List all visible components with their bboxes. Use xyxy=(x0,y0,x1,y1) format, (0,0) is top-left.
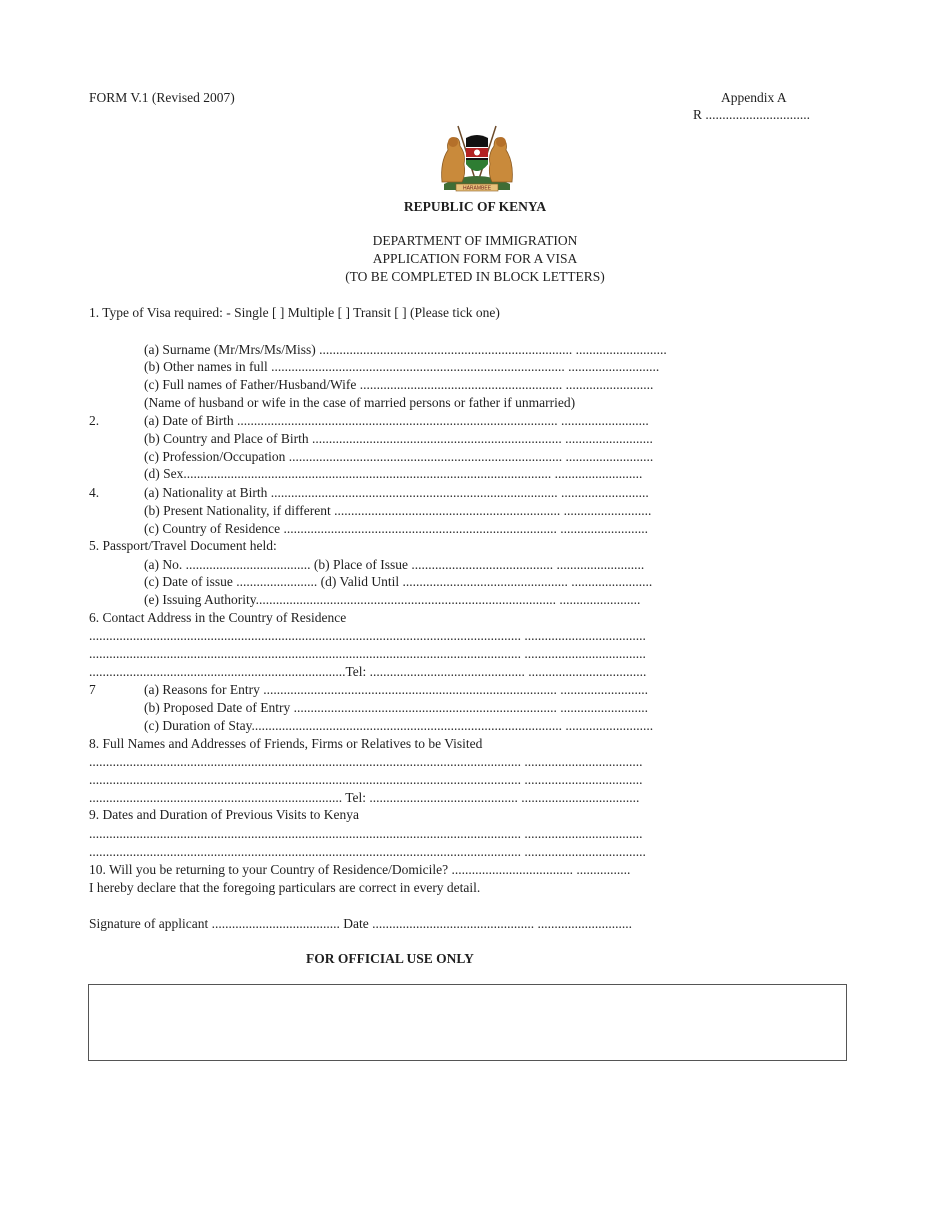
visit-contacts-line-1[interactable]: ................................................................................................................................ ................................... xyxy=(89,754,643,769)
country-of-residence-field[interactable]: (c) Country of Residence ................................................................................. .......................... xyxy=(144,521,648,536)
passport-heading: 5. Passport/Travel Document held: xyxy=(89,538,277,553)
date-of-birth-field[interactable]: (a) Date of Birth ............................................................................................... .......................... xyxy=(144,413,649,428)
previous-visits-line-2[interactable]: ................................................................................................................................ .................................... xyxy=(89,844,646,859)
visit-contacts-tel-line[interactable]: ........................................................................... Tel: ............................................ ................................... xyxy=(89,790,640,805)
country-title: REPUBLIC OF KENYA xyxy=(403,199,547,214)
previous-visits-line-1[interactable]: ................................................................................................................................ ................................... xyxy=(89,826,643,841)
issuing-authority-field[interactable]: (e) Issuing Authority......................................................................................... ........................ xyxy=(144,592,641,607)
contact-address-tel-line[interactable]: ............................................................................Tel: .............................................. ................................... xyxy=(89,664,647,679)
passport-number-place-field[interactable]: (a) No. ..................................... (b) Place of Issue .......................................... .......................... xyxy=(144,557,645,572)
nationality-at-birth-field[interactable]: (a) Nationality at Birth ..................................................................................... .......................... xyxy=(144,485,649,500)
official-use-box xyxy=(88,984,847,1061)
appendix-label: Appendix A xyxy=(721,90,787,105)
contact-address-line-2[interactable]: ................................................................................................................................ .................................... xyxy=(89,646,646,661)
proposed-entry-date-field[interactable]: (b) Proposed Date of Entry .............................................................................. .......................... xyxy=(144,700,648,715)
svg-text:HARAMBEE: HARAMBEE xyxy=(462,185,492,192)
section-4-number: 4. xyxy=(89,485,100,500)
present-nationality-field[interactable]: (b) Present Nationality, if different ................................................................... .......................... xyxy=(144,503,652,518)
parent-spouse-names-field[interactable]: (c) Full names of Father/Husband/Wife ............................................................ .......................... xyxy=(144,377,654,392)
reference-number-field[interactable]: R ............................... xyxy=(693,107,811,122)
surname-field[interactable]: (a) Surname (Mr/Mrs/Ms/Miss) ........................................................................... ........................... xyxy=(144,342,667,357)
official-use-heading: FOR OFFICIAL USE ONLY xyxy=(306,951,474,966)
department-title: DEPARTMENT OF IMMIGRATION xyxy=(372,233,578,248)
signature-date-field[interactable]: Signature of applicant ...................................... Date ................................................ ............................ xyxy=(89,916,632,931)
other-names-field[interactable]: (b) Other names in full ....................................................................................... ........................... xyxy=(144,359,660,374)
reasons-for-entry-field[interactable]: (a) Reasons for Entry ....................................................................................... .......................... xyxy=(144,682,648,697)
form-code: FORM V.1 (Revised 2007) xyxy=(89,90,235,105)
form-title: APPLICATION FORM FOR A VISA xyxy=(372,251,578,266)
coat-of-arms-icon xyxy=(436,124,518,196)
names-note: (Name of husband or wife in the case of married persons or father if unmarried) xyxy=(144,395,576,410)
profession-field[interactable]: (c) Profession/Occupation ................................................................................. .......................... xyxy=(144,449,654,464)
visa-type-selection[interactable]: 1. Type of Visa required: - Single [ ] Multiple [ ] Transit [ ] (Please tick one) xyxy=(89,305,500,320)
contact-address-line-1[interactable]: ................................................................................................................................ .................................... xyxy=(89,628,646,643)
sex-field[interactable]: (d) Sex............................................................................................................. .......................... xyxy=(144,466,643,481)
returning-question-field[interactable]: 10. Will you be returning to your Country of Residence/Domicile? .................................... ................ xyxy=(89,862,631,877)
form-instruction: (TO BE COMPLETED IN BLOCK LETTERS) xyxy=(345,269,605,284)
section-7-number: 7 xyxy=(89,682,96,697)
visit-contacts-heading: 8. Full Names and Addresses of Friends, Firms or Relatives to be Visited xyxy=(89,736,483,751)
declaration-text: I hereby declare that the foregoing particulars are correct in every detail. xyxy=(89,880,481,895)
visit-contacts-line-2[interactable]: ................................................................................................................................ ................................... xyxy=(89,772,643,787)
previous-visits-heading: 9. Dates and Duration of Previous Visits to Kenya xyxy=(89,807,360,822)
duration-of-stay-field[interactable]: (c) Duration of Stay............................................................................................ .......................... xyxy=(144,718,654,733)
contact-address-heading: 6. Contact Address in the Country of Residence xyxy=(89,610,347,625)
section-2-number: 2. xyxy=(89,413,100,428)
place-of-birth-field[interactable]: (b) Country and Place of Birth .......................................................................... .......................... xyxy=(144,431,653,446)
passport-dates-field[interactable]: (c) Date of issue ........................ (d) Valid Until ................................................. ........................ xyxy=(144,574,653,589)
